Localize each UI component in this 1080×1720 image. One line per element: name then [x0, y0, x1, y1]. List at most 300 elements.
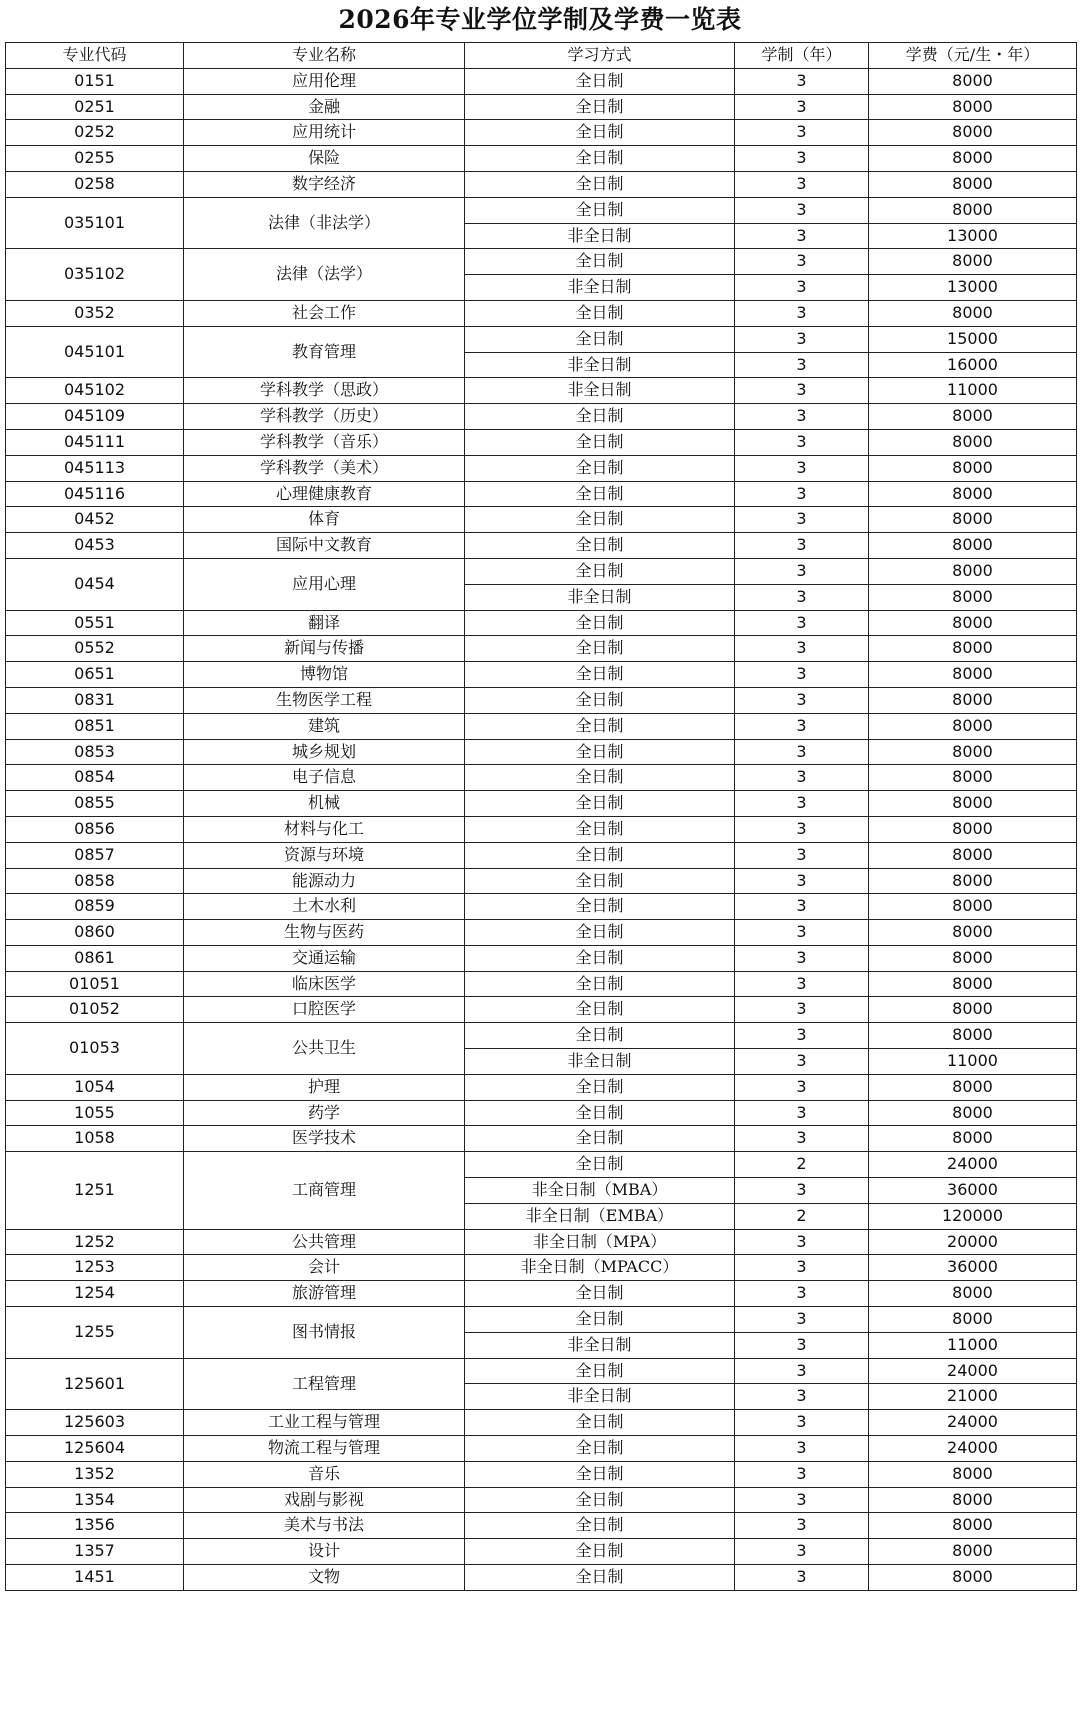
- tuition-fee: 8000: [869, 920, 1077, 946]
- study-mode: 全日制: [465, 636, 735, 662]
- tuition-fee: 16000: [869, 352, 1077, 378]
- program-code: 0651: [6, 662, 184, 688]
- tuition-fee: 8000: [869, 120, 1077, 146]
- table-row: [6, 507, 1077, 533]
- duration-years: 3: [735, 842, 869, 868]
- duration-years: 3: [735, 1461, 869, 1487]
- program-name: 会计: [184, 1255, 465, 1281]
- tuition-fee: 8000: [869, 1565, 1077, 1591]
- study-mode: 全日制: [465, 687, 735, 713]
- program-code: 0857: [6, 842, 184, 868]
- tuition-fee: 8000: [869, 1539, 1077, 1565]
- duration-years: 3: [735, 610, 869, 636]
- program-name: 博物馆: [184, 662, 465, 688]
- duration-years: 3: [735, 997, 869, 1023]
- program-name: 口腔医学: [184, 997, 465, 1023]
- program-code: 0258: [6, 171, 184, 197]
- duration-years: 3: [735, 868, 869, 894]
- study-mode: 非全日制: [465, 584, 735, 610]
- program-name: 土木水利: [184, 894, 465, 920]
- tuition-fee: 8000: [869, 1513, 1077, 1539]
- tuition-fee: 8000: [869, 816, 1077, 842]
- program-name: 学科教学（历史）: [184, 404, 465, 430]
- table-row: [6, 1513, 1077, 1539]
- duration-years: 3: [735, 791, 869, 817]
- table-row: [6, 713, 1077, 739]
- duration-years: 3: [735, 326, 869, 352]
- program-name: 工业工程与管理: [184, 1410, 465, 1436]
- program-code: 045113: [6, 455, 184, 481]
- tuition-fee: 15000: [869, 326, 1077, 352]
- table-row: [6, 1255, 1077, 1281]
- table-row: [6, 404, 1077, 430]
- program-code: 1054: [6, 1074, 184, 1100]
- tuition-fee: 8000: [869, 481, 1077, 507]
- program-name: 设计: [184, 1539, 465, 1565]
- program-code: 035102: [6, 249, 184, 301]
- tuition-fee: 8000: [869, 300, 1077, 326]
- header-fee: 学费（元/生・年）: [869, 43, 1077, 69]
- table-row: [6, 1307, 1077, 1333]
- study-mode: 全日制: [465, 920, 735, 946]
- duration-years: 3: [735, 971, 869, 997]
- page-title: 2026年专业学位学制及学费一览表: [338, 5, 742, 34]
- program-code: 045116: [6, 481, 184, 507]
- program-name: 社会工作: [184, 300, 465, 326]
- study-mode: 全日制: [465, 533, 735, 559]
- table-row: [6, 971, 1077, 997]
- study-mode: 全日制: [465, 739, 735, 765]
- tuition-fee: 8000: [869, 662, 1077, 688]
- duration-years: 3: [735, 455, 869, 481]
- program-code: 0255: [6, 146, 184, 172]
- table-row: [6, 1100, 1077, 1126]
- study-mode: 全日制: [465, 455, 735, 481]
- study-mode: 全日制: [465, 713, 735, 739]
- program-code: 0861: [6, 945, 184, 971]
- duration-years: 3: [735, 1332, 869, 1358]
- table-row: [6, 1358, 1077, 1384]
- program-name: 法律（法学）: [184, 249, 465, 301]
- study-mode: 全日制: [465, 249, 735, 275]
- study-mode: 非全日制（MPACC）: [465, 1255, 735, 1281]
- program-name: 音乐: [184, 1461, 465, 1487]
- study-mode: 全日制: [465, 971, 735, 997]
- study-mode: 全日制: [465, 1539, 735, 1565]
- program-name: 临床医学: [184, 971, 465, 997]
- program-code: 0453: [6, 533, 184, 559]
- program-code: 0251: [6, 94, 184, 120]
- table-row: [6, 945, 1077, 971]
- program-name: 材料与化工: [184, 816, 465, 842]
- tuition-fee: 8000: [869, 739, 1077, 765]
- duration-years: 3: [735, 1410, 869, 1436]
- program-name: 学科教学（音乐）: [184, 429, 465, 455]
- program-name: 生物与医药: [184, 920, 465, 946]
- duration-years: 3: [735, 1539, 869, 1565]
- duration-years: 3: [735, 481, 869, 507]
- duration-years: 3: [735, 507, 869, 533]
- duration-years: 3: [735, 1074, 869, 1100]
- program-code: 0831: [6, 687, 184, 713]
- tuition-fee: 24000: [869, 1436, 1077, 1462]
- study-mode: 全日制: [465, 1074, 735, 1100]
- table-row: [6, 455, 1077, 481]
- duration-years: 3: [735, 1255, 869, 1281]
- duration-years: 3: [735, 68, 869, 94]
- table-row: [6, 94, 1077, 120]
- table-row: [6, 739, 1077, 765]
- duration-years: 3: [735, 1513, 869, 1539]
- table-row: [6, 1281, 1077, 1307]
- program-name: 应用伦理: [184, 68, 465, 94]
- program-code: 125603: [6, 1410, 184, 1436]
- program-code: 01053: [6, 1023, 184, 1075]
- study-mode: 非全日制（EMBA）: [465, 1203, 735, 1229]
- program-code: 045109: [6, 404, 184, 430]
- study-mode: 全日制: [465, 146, 735, 172]
- duration-years: 3: [735, 662, 869, 688]
- table-row: [6, 1126, 1077, 1152]
- tuition-fee: 8000: [869, 1461, 1077, 1487]
- program-code: 0252: [6, 120, 184, 146]
- table-row: [6, 791, 1077, 817]
- program-name: 学科教学（美术）: [184, 455, 465, 481]
- duration-years: 3: [735, 1126, 869, 1152]
- duration-years: 3: [735, 378, 869, 404]
- table-row: [6, 1229, 1077, 1255]
- tuition-fee: 36000: [869, 1178, 1077, 1204]
- program-name: 国际中文教育: [184, 533, 465, 559]
- program-code: 0452: [6, 507, 184, 533]
- study-mode: 全日制: [465, 1126, 735, 1152]
- study-mode: 全日制: [465, 1410, 735, 1436]
- duration-years: 3: [735, 1358, 869, 1384]
- table-header-row: [6, 43, 1077, 69]
- duration-years: 3: [735, 920, 869, 946]
- tuition-fee: 8000: [869, 507, 1077, 533]
- study-mode: 全日制: [465, 765, 735, 791]
- study-mode: 全日制: [465, 1307, 735, 1333]
- program-code: 0551: [6, 610, 184, 636]
- table-row: [6, 68, 1077, 94]
- program-code: 1357: [6, 1539, 184, 1565]
- tuition-fee: 13000: [869, 275, 1077, 301]
- table-row: [6, 171, 1077, 197]
- program-code: 125604: [6, 1436, 184, 1462]
- program-code: 0858: [6, 868, 184, 894]
- study-mode: 全日制: [465, 171, 735, 197]
- table-row: [6, 378, 1077, 404]
- duration-years: 3: [735, 1281, 869, 1307]
- study-mode: 全日制: [465, 868, 735, 894]
- duration-years: 3: [735, 275, 869, 301]
- program-code: 035101: [6, 197, 184, 249]
- program-name: 公共管理: [184, 1229, 465, 1255]
- study-mode: 非全日制: [465, 352, 735, 378]
- duration-years: 3: [735, 249, 869, 275]
- duration-years: 3: [735, 765, 869, 791]
- program-code: 1352: [6, 1461, 184, 1487]
- program-code: 1058: [6, 1126, 184, 1152]
- program-code: 1356: [6, 1513, 184, 1539]
- program-name: 旅游管理: [184, 1281, 465, 1307]
- study-mode: 全日制: [465, 1281, 735, 1307]
- study-mode: 全日制: [465, 429, 735, 455]
- program-code: 0454: [6, 558, 184, 610]
- program-name: 工程管理: [184, 1358, 465, 1410]
- study-mode: 全日制: [465, 404, 735, 430]
- tuition-fee: 8000: [869, 429, 1077, 455]
- tuition-fee: 8000: [869, 1487, 1077, 1513]
- tuition-fee: 11000: [869, 378, 1077, 404]
- table-row: [6, 662, 1077, 688]
- tuition-fee: 8000: [869, 868, 1077, 894]
- program-name: 药学: [184, 1100, 465, 1126]
- duration-years: 3: [735, 404, 869, 430]
- study-mode: 全日制: [465, 1487, 735, 1513]
- table-row: [6, 1565, 1077, 1591]
- duration-years: 3: [735, 584, 869, 610]
- tuition-fee: 24000: [869, 1410, 1077, 1436]
- table-row: [6, 326, 1077, 352]
- table-row: [6, 842, 1077, 868]
- duration-years: 3: [735, 558, 869, 584]
- duration-years: 3: [735, 120, 869, 146]
- table-row: [6, 1023, 1077, 1049]
- table-row: [6, 816, 1077, 842]
- tuition-fee: 8000: [869, 945, 1077, 971]
- study-mode: 非全日制: [465, 1332, 735, 1358]
- table-row: [6, 997, 1077, 1023]
- duration-years: 3: [735, 816, 869, 842]
- study-mode: 全日制: [465, 558, 735, 584]
- duration-years: 3: [735, 687, 869, 713]
- table-row: [6, 610, 1077, 636]
- tuition-fee: 8000: [869, 842, 1077, 868]
- tuition-fee: 8000: [869, 146, 1077, 172]
- program-name: 翻译: [184, 610, 465, 636]
- duration-years: 3: [735, 352, 869, 378]
- program-code: 0856: [6, 816, 184, 842]
- tuition-fee: 8000: [869, 249, 1077, 275]
- program-code: 1255: [6, 1307, 184, 1359]
- header-name: 专业名称: [184, 43, 465, 69]
- program-name: 生物医学工程: [184, 687, 465, 713]
- study-mode: 全日制: [465, 816, 735, 842]
- study-mode: 全日制: [465, 842, 735, 868]
- tuition-fee: 36000: [869, 1255, 1077, 1281]
- program-name: 戏剧与影视: [184, 1487, 465, 1513]
- program-code: 1055: [6, 1100, 184, 1126]
- study-mode: 全日制: [465, 94, 735, 120]
- tuition-fee: 8000: [869, 455, 1077, 481]
- study-mode: 非全日制: [465, 275, 735, 301]
- duration-years: 3: [735, 146, 869, 172]
- table-row: [6, 868, 1077, 894]
- program-name: 新闻与传播: [184, 636, 465, 662]
- study-mode: 非全日制: [465, 378, 735, 404]
- study-mode: 全日制: [465, 791, 735, 817]
- study-mode: 全日制: [465, 120, 735, 146]
- tuition-fee: 8000: [869, 533, 1077, 559]
- program-name: 能源动力: [184, 868, 465, 894]
- study-mode: 全日制: [465, 197, 735, 223]
- table-row: [6, 533, 1077, 559]
- table-row: [6, 249, 1077, 275]
- table-row: [6, 920, 1077, 946]
- study-mode: 全日制: [465, 945, 735, 971]
- tuition-fee: 8000: [869, 584, 1077, 610]
- program-code: 0851: [6, 713, 184, 739]
- table-row: [6, 481, 1077, 507]
- study-mode: 非全日制: [465, 223, 735, 249]
- study-mode: 全日制: [465, 1436, 735, 1462]
- study-mode: 非全日制（MPA）: [465, 1229, 735, 1255]
- duration-years: 3: [735, 1023, 869, 1049]
- program-name: 护理: [184, 1074, 465, 1100]
- study-mode: 全日制: [465, 894, 735, 920]
- program-code: 0352: [6, 300, 184, 326]
- table-row: [6, 120, 1077, 146]
- program-name: 物流工程与管理: [184, 1436, 465, 1462]
- tuition-fee: 8000: [869, 404, 1077, 430]
- program-code: 125601: [6, 1358, 184, 1410]
- program-code: 0853: [6, 739, 184, 765]
- tuition-fee: 8000: [869, 610, 1077, 636]
- program-name: 教育管理: [184, 326, 465, 378]
- program-code: 0151: [6, 68, 184, 94]
- program-code: 0855: [6, 791, 184, 817]
- tuition-fee: 8000: [869, 765, 1077, 791]
- duration-years: 3: [735, 1229, 869, 1255]
- study-mode: 全日制: [465, 1152, 735, 1178]
- tuition-fee: 8000: [869, 791, 1077, 817]
- program-code: 01052: [6, 997, 184, 1023]
- table-row: [6, 558, 1077, 584]
- study-mode: 全日制: [465, 662, 735, 688]
- table-row: [6, 1487, 1077, 1513]
- program-code: 0552: [6, 636, 184, 662]
- duration-years: 3: [735, 1100, 869, 1126]
- study-mode: 全日制: [465, 1565, 735, 1591]
- program-name: 工商管理: [184, 1152, 465, 1229]
- tuition-fee: 8000: [869, 713, 1077, 739]
- study-mode: 全日制: [465, 300, 735, 326]
- duration-years: 3: [735, 1487, 869, 1513]
- program-name: 文物: [184, 1565, 465, 1591]
- program-code: 1251: [6, 1152, 184, 1229]
- tuition-fee: 21000: [869, 1384, 1077, 1410]
- study-mode: 全日制: [465, 1358, 735, 1384]
- program-code: 1253: [6, 1255, 184, 1281]
- table-row: [6, 197, 1077, 223]
- duration-years: 3: [735, 171, 869, 197]
- table-body: [6, 68, 1077, 1590]
- program-name: 医学技术: [184, 1126, 465, 1152]
- program-name: 图书情报: [184, 1307, 465, 1359]
- header-mode: 学习方式: [465, 43, 735, 69]
- study-mode: 非全日制（MBA）: [465, 1178, 735, 1204]
- study-mode: 非全日制: [465, 1049, 735, 1075]
- program-name: 电子信息: [184, 765, 465, 791]
- tuition-fee: 8000: [869, 558, 1077, 584]
- tuition-fee: 8000: [869, 971, 1077, 997]
- duration-years: 3: [735, 636, 869, 662]
- duration-years: 3: [735, 1307, 869, 1333]
- study-mode: 全日制: [465, 1513, 735, 1539]
- duration-years: 3: [735, 1384, 869, 1410]
- tuition-fee: 11000: [869, 1049, 1077, 1075]
- program-code: 045101: [6, 326, 184, 378]
- tuition-fee: 8000: [869, 1281, 1077, 1307]
- table-row: [6, 1539, 1077, 1565]
- duration-years: 3: [735, 223, 869, 249]
- table-row: [6, 429, 1077, 455]
- tuition-fee: 8000: [869, 94, 1077, 120]
- program-name: 机械: [184, 791, 465, 817]
- study-mode: 全日制: [465, 1023, 735, 1049]
- study-mode: 全日制: [465, 997, 735, 1023]
- duration-years: 3: [735, 739, 869, 765]
- header-code: 专业代码: [6, 43, 184, 69]
- tuition-fee: 8000: [869, 1074, 1077, 1100]
- tuition-fee: 8000: [869, 197, 1077, 223]
- program-name: 应用统计: [184, 120, 465, 146]
- duration-years: 3: [735, 894, 869, 920]
- study-mode: 全日制: [465, 610, 735, 636]
- table-row: [6, 765, 1077, 791]
- tuition-fee: 8000: [869, 997, 1077, 1023]
- program-name: 城乡规划: [184, 739, 465, 765]
- study-mode: 非全日制: [465, 1384, 735, 1410]
- study-mode: 全日制: [465, 507, 735, 533]
- program-name: 金融: [184, 94, 465, 120]
- duration-years: 3: [735, 1565, 869, 1591]
- program-name: 建筑: [184, 713, 465, 739]
- tuition-fee: 11000: [869, 1332, 1077, 1358]
- study-mode: 全日制: [465, 1461, 735, 1487]
- table-row: [6, 894, 1077, 920]
- duration-years: 2: [735, 1203, 869, 1229]
- table-row: [6, 636, 1077, 662]
- table-row: [6, 1152, 1077, 1178]
- program-name: 应用心理: [184, 558, 465, 610]
- program-name: 体育: [184, 507, 465, 533]
- program-name: 保险: [184, 146, 465, 172]
- duration-years: 3: [735, 197, 869, 223]
- tuition-fee: 8000: [869, 636, 1077, 662]
- duration-years: 3: [735, 713, 869, 739]
- duration-years: 3: [735, 1436, 869, 1462]
- program-name: 交通运输: [184, 945, 465, 971]
- program-name: 资源与环境: [184, 842, 465, 868]
- program-code: 0859: [6, 894, 184, 920]
- program-code: 0854: [6, 765, 184, 791]
- table-row: [6, 146, 1077, 172]
- table-row: [6, 1436, 1077, 1462]
- table-row: [6, 1074, 1077, 1100]
- duration-years: 3: [735, 1178, 869, 1204]
- program-name: 公共卫生: [184, 1023, 465, 1075]
- tuition-fee: 20000: [869, 1229, 1077, 1255]
- duration-years: 3: [735, 1049, 869, 1075]
- program-name: 学科教学（思政）: [184, 378, 465, 404]
- tuition-fee: 8000: [869, 1100, 1077, 1126]
- tuition-table: [5, 42, 1077, 1591]
- tuition-fee: 8000: [869, 68, 1077, 94]
- study-mode: 全日制: [465, 326, 735, 352]
